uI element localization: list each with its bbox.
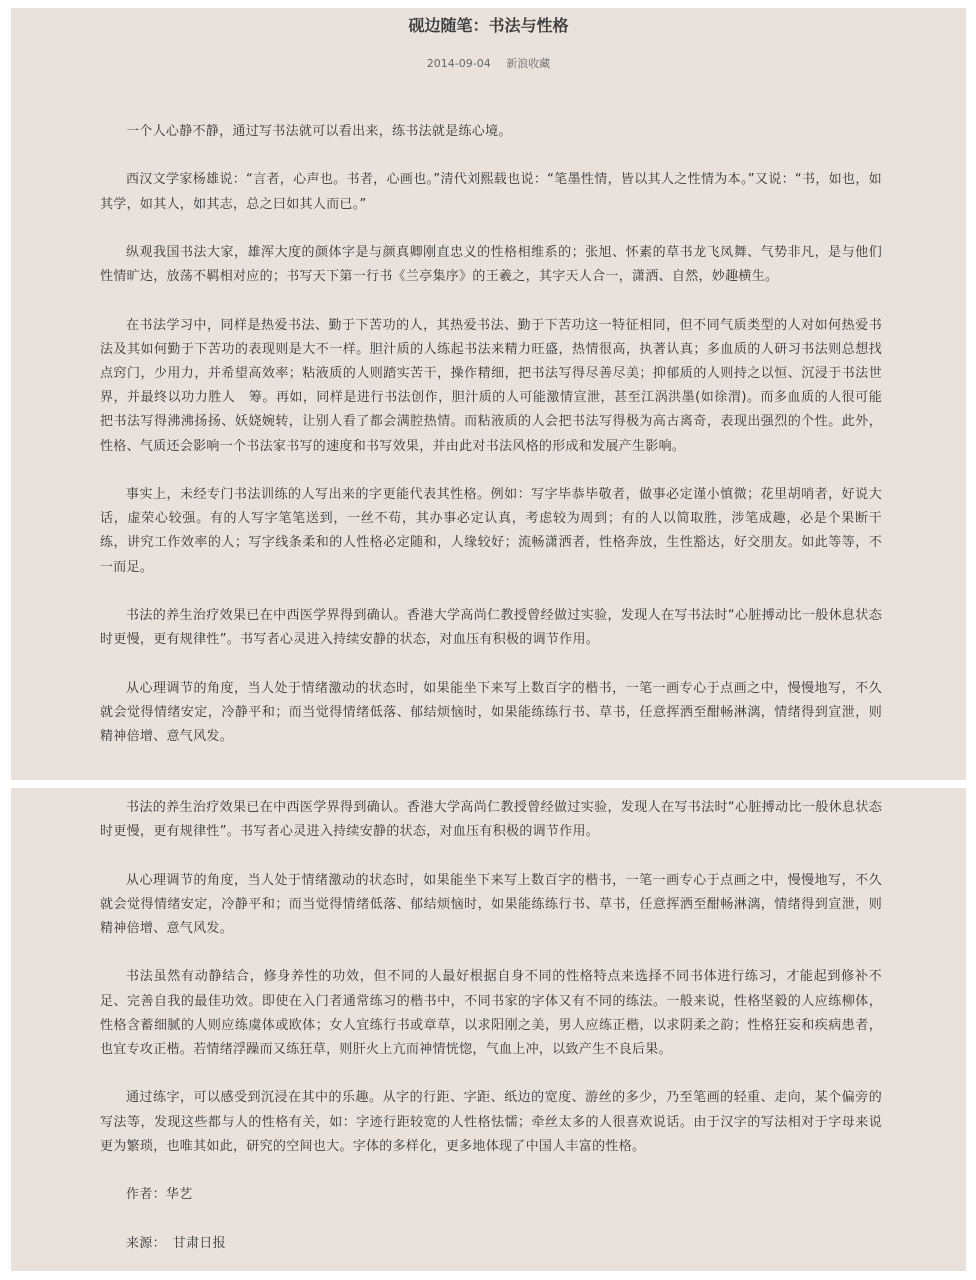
source-line: 来源： 甘肃日报 (126, 1235, 226, 1251)
paragraph: 通过练字，可以感受到沉浸在其中的乐趣。从字的行距、字距、纸边的宽度、游丝的多少，乃至笔画的轻重、走向，某个偏旁的写法等，发现这些都与人的性格有关，如：字迹行距较宽的人性格怯懦；牵丝太多的人很喜欢说话。由于汉字的写法相对于字母来说更为繁琐，也唯其如此，研究的空间也大。字体的多样化，更多地体现了中国人丰富的性格。 (100, 1090, 882, 1154)
article-meta (11, 56, 966, 72)
article-title: 砚边随笔：书法与性格 (408, 16, 569, 35)
paragraph: 书法的养生治疗效果已在中西医学界得到确认。香港大学高尚仁教授曾经做过实验，发现人在写书法时“心脏搏动比一般休息状态时更慢，更有规律性”。书写者心灵进入持续安静的状态，对血压有积极的调节作用。 (100, 607, 882, 648)
paragraph: 从心理调节的角度，当人处于情绪激动的状态时，如果能坐下来写上数百字的楷书，一笔一画专心于点画之中，慢慢地写，不久就会觉得情绪安定，冷静平和；而当觉得情绪低落、郁结烦恼时，如果能练练行书、草书，任意挥洒至酣畅淋漓，情绪得到宣泄，则精神倍增、意气风发。 (100, 680, 882, 744)
article-panel-top (11, 8, 966, 780)
paragraph: 从心理调节的角度，当人处于情绪激动的状态时，如果能坐下来写上数百字的楷书，一笔一画专心于点画之中，慢慢地写，不久就会觉得情绪安定，冷静平和；而当觉得情绪低落、郁结烦恼时，如果能练练行书、草书，任意挥洒至酣畅淋漓，情绪得到宣泄，则精神倍增、意气风发。 (100, 872, 882, 936)
paragraph: 一个人心静不静，通过写书法就可以看出来，练书法就是练心境。 (126, 124, 512, 139)
article-panel-bottom (11, 788, 966, 1271)
article-body-top (100, 120, 882, 773)
source-link[interactable]: 新浪收藏 (506, 57, 551, 70)
paragraph: 西汉文学家杨雄说：“言者，心声也。书者，心画也。”清代刘熙载也说：“笔墨性情，皆以其人之性情为本。”又说：“书，如也，如其学，如其人，如其志，总之曰如其人而已。” (100, 172, 882, 212)
article-body-bottom (100, 796, 882, 1280)
paragraph: 书法虽然有动静结合，修身养性的功效，但不同的人最好根据自身不同的性格特点来选择不同书体进行练习，才能起到修补不足、完善自我的最佳功效。即使在入门者通常练习的楷书中，不同书家的字体又有不同的练法。一般来说，性格坚毅的人应练柳体，性格含蓄细腻的人则应练虞体或欧体；女人宜练行书或章草，以求阳刚之美，男人应练正楷，以求阴柔之韵；性格狂妄和疾病患者，也宜专攻正楷。若情绪浮躁而又练狂草，则肝火上亢而神情恍惚，气血上冲，以致产生不良后果。 (100, 969, 882, 1057)
paragraph: 纵观我国书法大家，雄浑大度的颜体字是与颜真卿刚直忠义的性格相维系的；张旭、怀素的草书龙飞凤舞、气势非凡，是与他们性情旷达，放荡不羁相对应的；书写天下第一行书《兰亭集序》的王羲之，其字天人合一，潇洒、自然，妙趣横生。 (100, 244, 882, 285)
paragraph: 在书法学习中，同样是热爱书法、勤于下苦功的人，其热爱书法、勤于下苦功这一特征相同，但不同气质类型的人对如何热爱书法及其如何勤于下苦功的表现则是大不一样。胆汁质的人练起书法来精力旺盛，热情很高，执著认真；多血质的人研习书法则总想找点窍门，少用力，并希望高效率；粘液质的人则踏实苦干，操作精细，把书法写得尽善尽美；抑郁质的人则持之以恒、沉浸于书法世界，并最终以功力胜人 筹。再如，同样是进行书法创作，胆汁质的人可能激情宣泄，甚至江涡洪墨(如徐渭)。而多血质的人很可能把书法写得沸沸扬扬、妖娆婉转，让别人看了都会满腔热情。而粘液质的人会把书法写得极为高古离奇，表现出强烈的个性。此外，性格、气质还会影响一个书法家书写的速度和书写效果，并由此对书法风格的形成和发展产生影响。 (100, 317, 882, 454)
paragraph: 事实上，未经专门书法训练的人写出来的字更能代表其性格。例如：写字毕恭毕敬者，做事必定谨小慎微；花里胡哨者，好说大话，虚荣心较强。有的人写字笔笔送到，一丝不苟，其办事必定认真，考虑较为周到；有的人以简取胜，涉笔成趣，必是个果断干练，讲究工作效率的人；写字线条柔和的人性格必定随和，人缘较好；流畅潇洒者，性格奔放，生性豁达，好交朋友。如此等等，不一而足。 (100, 486, 882, 575)
paragraph: 书法的养生治疗效果已在中西医学界得到确认。香港大学高尚仁教授曾经做过实验，发现人在写书法时“心脏搏动比一般休息状态时更慢，更有规律性”。书写者心灵进入持续安静的状态，对血压有积极的调节作用。 (100, 800, 882, 840)
author-line: 作者：华艺 (126, 1187, 193, 1203)
article-date: 2014-09-04 (426, 57, 491, 70)
